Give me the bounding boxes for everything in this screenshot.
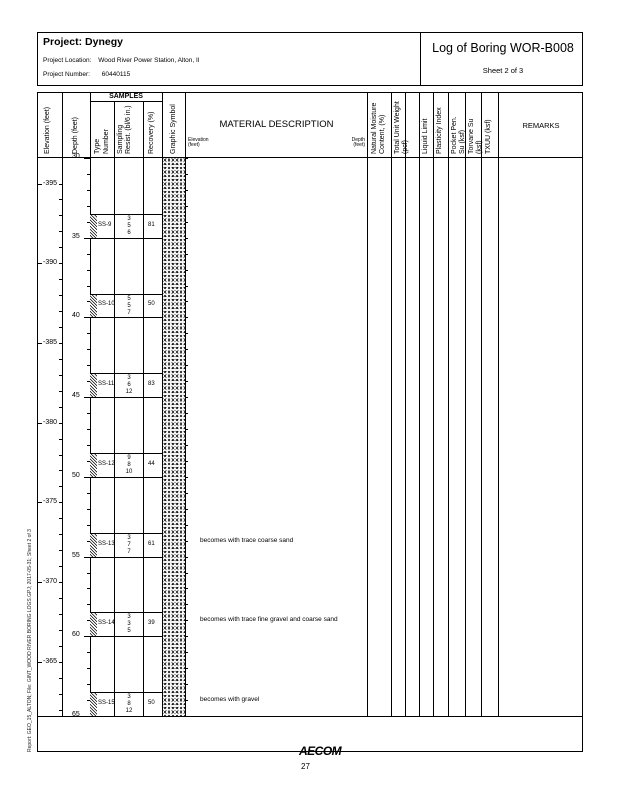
blow-count: 9 (127, 454, 131, 461)
material-depth-tick (185, 461, 188, 462)
material-depth-tick (185, 573, 188, 574)
material-depth-tick (185, 365, 188, 366)
sample-top-line (90, 294, 162, 295)
col-divider-liquid (419, 92, 420, 716)
blow-count: 5 (127, 222, 131, 229)
project-name: Dynegy (85, 36, 123, 48)
elevation-minor-tick (59, 199, 62, 200)
depth-label: 50 (72, 471, 80, 479)
depth-minor-tick (87, 349, 90, 350)
material-depth-tick (185, 557, 188, 558)
elevation-label: -390 (43, 259, 58, 267)
pocket-pen-header: Pocket Pen. Su (ksf) (451, 116, 466, 154)
split-spoon-sample-hatch (90, 692, 97, 716)
elevation-minor-tick (59, 614, 62, 615)
depth-minor-tick (87, 684, 90, 685)
fill-material-graphic (163, 158, 185, 716)
col-divider-pocketpen (448, 92, 449, 716)
page-number: 27 (301, 762, 310, 771)
blow-count: 5 (127, 302, 131, 309)
blows-header: Sampling Resist. (bl/6 in.) (117, 105, 132, 154)
material-depth-tick (185, 254, 188, 255)
elevation-minor-tick (59, 534, 62, 535)
split-spoon-sample-hatch (90, 453, 97, 477)
material-depth-tick (185, 238, 188, 239)
unit-weight-header: Total Unit Weight (pcf) (394, 101, 409, 154)
sample-recovery: 39 (148, 620, 155, 627)
blow-count: 12 (125, 389, 133, 396)
sample-number: SS-10 (98, 301, 115, 308)
material-depth-tick (185, 684, 188, 685)
material-description-note: becomes with trace fine gravel and coarse sand (200, 616, 338, 624)
blow-count: 7 (127, 548, 131, 555)
depth-label: 55 (72, 551, 80, 559)
elevation-minor-tick (59, 630, 62, 631)
elevation-label: -365 (43, 657, 58, 665)
material-depth-tick (185, 397, 188, 398)
sample-recovery: 44 (148, 460, 155, 467)
sample-top-line (90, 214, 162, 215)
material-depth-tick (185, 652, 188, 653)
depth-label: 65 (72, 711, 80, 718)
material-depth-tick (185, 588, 188, 589)
col-divider-remarks (498, 92, 499, 716)
sample-recovery: 83 (148, 381, 155, 388)
col-divider-blows (143, 101, 144, 716)
graphic-header: Graphic Symbol (170, 104, 177, 154)
material-elevation-subheader: Elevation (feet) (188, 137, 209, 148)
elevation-major-tick (37, 184, 42, 185)
elevation-minor-tick (59, 678, 62, 679)
material-depth-tick (185, 301, 188, 302)
split-spoon-sample-hatch (90, 533, 97, 557)
elevation-minor-tick (59, 694, 62, 695)
elevation-minor-tick (59, 662, 62, 663)
material-depth-tick (185, 493, 188, 494)
material-depth-tick (185, 445, 188, 446)
depth-label: 35 (72, 232, 80, 240)
material-depth-tick (185, 174, 188, 175)
elevation-minor-tick (59, 566, 62, 567)
aecom-logo: AECOM (299, 744, 342, 758)
elevation-minor-tick (59, 263, 62, 264)
sample-recovery: 50 (148, 700, 155, 707)
blow-count: 3 (127, 534, 131, 541)
report-side-text: Report: GEO_15_ALTON; File: GINT_WOOD RIVER BORING LOGS.GPJ; 2017-05-31; Sheet 2 of 3 (27, 529, 33, 752)
sample-number: SS-9 (98, 221, 112, 228)
sample-bottom-line (90, 716, 162, 717)
liquid-limit-header: Liquid Limit (422, 118, 429, 154)
depth-minor-tick (87, 254, 90, 255)
blow-count: 3 (127, 375, 131, 382)
depth-minor-tick (87, 493, 90, 494)
material-depth-tick (185, 317, 188, 318)
depth-minor-tick (87, 604, 90, 605)
material-depth-tick (185, 158, 188, 159)
material-depth-tick (185, 270, 188, 271)
blow-count: 5 (127, 628, 131, 635)
depth-minor-tick (87, 652, 90, 653)
material-depth-tick (185, 541, 188, 542)
col-divider-torvane (465, 92, 466, 716)
col-divider-txuu (481, 92, 482, 716)
depth-minor-tick (87, 429, 90, 430)
elevation-header: Elevation (feet) (44, 106, 51, 154)
sample-recovery: 50 (148, 301, 155, 308)
material-description-note: becomes with gravel (200, 696, 260, 704)
elevation-minor-tick (59, 391, 62, 392)
elevation-minor-tick (59, 407, 62, 408)
material-depth-tick (185, 190, 188, 191)
plasticity-header: Plasticity Index (436, 107, 443, 154)
depth-header: Depth (feet) (72, 117, 79, 154)
col-divider-plasticity (433, 92, 434, 716)
depth-minor-tick (87, 445, 90, 446)
sample-top-line (90, 453, 162, 454)
sample-recovery: 81 (148, 221, 155, 228)
sample-bottom-line (90, 477, 162, 478)
blow-count: 6 (127, 229, 131, 236)
depth-label: 30 (72, 153, 80, 160)
blow-count: 6 (127, 382, 131, 389)
depth-minor-tick (87, 206, 90, 207)
sample-top-line (90, 533, 162, 534)
elevation-minor-tick (59, 439, 62, 440)
number-value: 60440115 (101, 71, 131, 78)
log-title: Log of Boring WOR-B008 (432, 41, 574, 55)
depth-label: 60 (72, 631, 80, 639)
material-depth-tick (185, 525, 188, 526)
sample-top-line (90, 692, 162, 693)
depth-minor-tick (87, 286, 90, 287)
split-spoon-sample-hatch (90, 612, 97, 636)
recovery-header: Recovery (%) (148, 111, 155, 154)
elevation-label: -370 (43, 578, 58, 586)
elevation-minor-tick (59, 375, 62, 376)
depth-minor-tick (87, 174, 90, 175)
sample-top-line (90, 373, 162, 374)
moisture-header: Natural Moisture Content, (%) (371, 102, 386, 154)
blow-count: 3 (127, 694, 131, 701)
txuu-header: TXUU (ksf) (485, 119, 492, 154)
depth-minor-tick (87, 573, 90, 574)
depth-minor-tick (87, 190, 90, 191)
material-depth-tick (185, 477, 188, 478)
elevation-minor-tick (59, 710, 62, 711)
number-header: Number (103, 129, 110, 154)
blow-count: 8 (127, 461, 131, 468)
material-depth-tick (185, 206, 188, 207)
sample-blow-counts (115, 694, 143, 715)
elevation-minor-tick (59, 184, 62, 185)
sample-number: SS-13 (98, 540, 115, 547)
sample-recovery: 61 (148, 540, 155, 547)
elevation-label: -380 (43, 418, 58, 426)
elevation-major-tick (37, 662, 42, 663)
material-depth-tick (185, 349, 188, 350)
sample-bottom-line (90, 238, 162, 239)
torvane-header: Torvane Su (ksf) (468, 118, 483, 154)
elevation-label: -375 (43, 498, 58, 506)
col-divider-unitweight (405, 92, 406, 716)
sample-blow-counts (115, 375, 143, 396)
project-label: Project: (43, 36, 83, 48)
remarks-header: REMARKS (522, 121, 560, 130)
material-depth-tick (185, 429, 188, 430)
blow-count: 7 (127, 309, 131, 316)
elevation-minor-tick (59, 423, 62, 424)
col-divider-moisture (391, 92, 392, 716)
material-depth-tick (185, 381, 188, 382)
depth-minor-tick (87, 413, 90, 414)
blow-count: 10 (125, 468, 133, 475)
elevation-major-tick (37, 502, 42, 503)
elevation-minor-tick (59, 247, 62, 248)
elevation-major-tick (37, 423, 42, 424)
split-spoon-sample-hatch (90, 214, 97, 238)
elevation-minor-tick (59, 359, 62, 360)
blow-count: 7 (127, 541, 131, 548)
sample-bottom-line (90, 317, 162, 318)
elevation-minor-tick (59, 279, 62, 280)
elevation-minor-tick (59, 455, 62, 456)
sample-blow-counts (115, 455, 143, 476)
depth-label: 40 (72, 312, 80, 320)
elevation-minor-tick (59, 470, 62, 471)
depth-minor-tick (87, 333, 90, 334)
blow-count: 3 (127, 621, 131, 628)
split-spoon-sample-hatch (90, 294, 97, 318)
project-title (43, 36, 123, 48)
material-depth-tick (185, 286, 188, 287)
elevation-minor-tick (59, 295, 62, 296)
sample-bottom-line (90, 636, 162, 637)
split-spoon-sample-hatch (90, 373, 97, 397)
material-depth-subheader: Depth (feet) (351, 137, 365, 148)
elevation-minor-tick (59, 502, 62, 503)
sample-number: SS-15 (98, 700, 115, 707)
sample-number: SS-12 (98, 460, 115, 467)
elevation-label: -395 (43, 179, 58, 187)
material-depth-tick (185, 700, 188, 701)
material-depth-tick (185, 668, 188, 669)
elevation-minor-tick (59, 327, 62, 328)
elevation-minor-tick (59, 311, 62, 312)
sample-bottom-line (90, 397, 162, 398)
elevation-minor-tick (59, 343, 62, 344)
header-row-divider (37, 157, 583, 158)
material-depth-tick (185, 604, 188, 605)
material-description-note: becomes with trace coarse sand (200, 536, 294, 544)
sample-top-line (90, 612, 162, 613)
sheet-number: Sheet 2 of 3 (482, 66, 524, 75)
number-label: Project Number: (43, 71, 90, 78)
elevation-major-tick (37, 343, 42, 344)
elevation-minor-tick (59, 231, 62, 232)
elevation-major-tick (37, 582, 42, 583)
project-number (43, 71, 130, 78)
project-location (43, 57, 199, 64)
depth-minor-tick (87, 270, 90, 271)
blow-count: 12 (125, 708, 133, 715)
blow-count: 3 (127, 215, 131, 222)
col-divider-graphic (185, 92, 186, 716)
depth-minor-tick (87, 365, 90, 366)
location-value: Wood River Power Station, Alton, Il (98, 57, 200, 64)
sample-number: SS-14 (98, 620, 115, 627)
elevation-minor-tick (59, 582, 62, 583)
material-depth-tick (185, 333, 188, 334)
sample-bottom-line (90, 557, 162, 558)
elevation-minor-tick (59, 646, 62, 647)
material-depth-tick (185, 716, 188, 717)
sample-blow-counts (115, 614, 143, 635)
elevation-minor-tick (59, 518, 62, 519)
elevation-minor-tick (59, 215, 62, 216)
material-depth-tick (185, 413, 188, 414)
material-depth-tick (185, 222, 188, 223)
depth-minor-tick (87, 588, 90, 589)
col-divider-material (367, 92, 368, 716)
type-header: Type (94, 138, 101, 154)
sample-blow-counts (115, 296, 143, 317)
depth-minor-tick (87, 668, 90, 669)
depth-major-tick (84, 158, 90, 159)
depth-minor-tick (87, 509, 90, 510)
material-header: MATERIAL DESCRIPTION (219, 119, 334, 130)
sample-blow-counts (115, 535, 143, 556)
material-depth-tick (185, 636, 188, 637)
blow-count: 8 (127, 701, 131, 708)
header-divider (420, 32, 421, 86)
material-depth-tick (185, 509, 188, 510)
col-divider-elevation (62, 92, 63, 716)
boring-log-table (37, 92, 583, 752)
depth-label: 45 (72, 392, 80, 400)
blow-count: 3 (127, 614, 131, 621)
sample-number: SS-11 (98, 381, 115, 388)
sample-blow-counts (115, 216, 143, 237)
material-depth-tick (185, 620, 188, 621)
elevation-label: -385 (43, 338, 58, 346)
samples-header: SAMPLES (109, 93, 143, 100)
location-label: Project Location: (43, 57, 92, 64)
elevation-minor-tick (59, 486, 62, 487)
depth-minor-tick (87, 525, 90, 526)
blow-count: 5 (127, 295, 131, 302)
elevation-minor-tick (59, 550, 62, 551)
elevation-major-tick (37, 263, 42, 264)
elevation-minor-tick (59, 598, 62, 599)
